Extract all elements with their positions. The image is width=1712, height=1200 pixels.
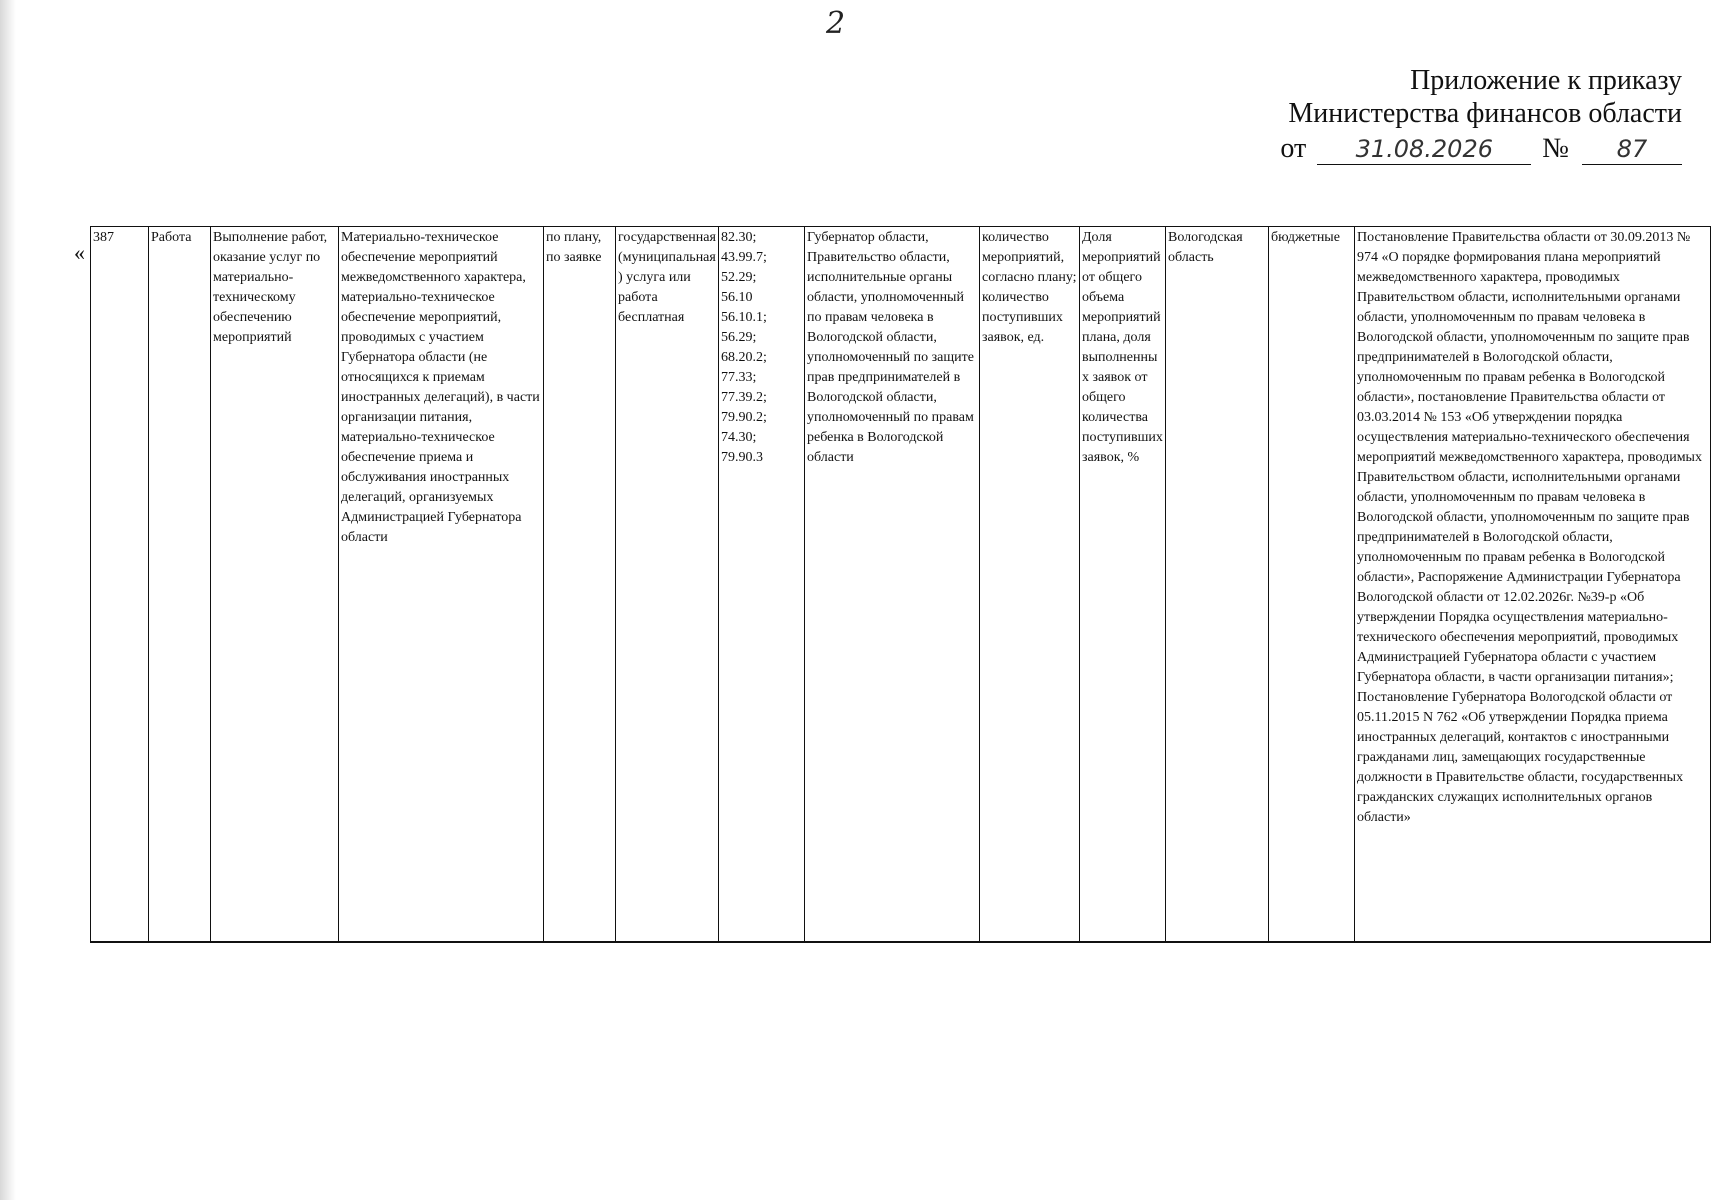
okved-code: 56.29; xyxy=(721,330,757,345)
row-number: 387 xyxy=(91,227,149,943)
row-quality-indicator: Доля мероприятий от общего объема мероприятий плана, доля выполненных заявок от общего количества поступивших заявок, % xyxy=(1080,227,1166,943)
scan-edge-shadow xyxy=(0,0,16,1200)
okved-code: 74.30; xyxy=(721,430,757,445)
order-date: 31.08.2026 xyxy=(1317,134,1531,165)
number-sign: № xyxy=(1542,133,1569,164)
ministry-name: Министерства финансов области xyxy=(1288,98,1682,129)
okved-code: 79.90.3 xyxy=(721,450,763,465)
page-number: 2 xyxy=(826,6,846,41)
okved-code: 56.10.1; xyxy=(721,310,767,325)
okved-code: 77.39.2; xyxy=(721,390,767,405)
okved-code: 77.33; xyxy=(721,370,757,385)
row-codes xyxy=(719,227,805,943)
row-territory: Вологодская область xyxy=(1166,227,1269,943)
okved-code: 79.90.2; xyxy=(721,410,767,425)
table-row xyxy=(91,227,1711,943)
appendix-header xyxy=(1280,64,1682,165)
from-label: от xyxy=(1280,133,1307,164)
okved-code: 56.10 xyxy=(721,290,753,305)
row-volume-indicator: количество мероприятий, согласно плану; количество поступивших заявок, ед. xyxy=(980,227,1080,943)
order-details xyxy=(1280,132,1682,165)
row-type: Работа xyxy=(149,227,211,943)
services-table xyxy=(90,226,1711,943)
okved-code: 82.30; xyxy=(721,230,757,245)
row-authorities: Губернатор области, Правительство области, исполнительные органы области, уполномоченный по правам человека в Вологодской области, уполномоченный по защите прав предпринимателей в Вологодской области, уполномоченный по правам ребенка в Вологодской области xyxy=(805,227,980,943)
okved-code: 68.20.2; xyxy=(721,350,767,365)
row-conditions: по плану, по заявке xyxy=(544,227,616,943)
row-name: Выполнение работ, оказание услуг по материально-техническому обеспечению мероприятий xyxy=(211,227,339,943)
okved-code: 52.29; xyxy=(721,270,757,285)
order-number: 87 xyxy=(1582,134,1682,165)
opening-quote: « xyxy=(74,240,85,265)
appendix-title: Приложение к приказу xyxy=(1410,65,1682,96)
row-status: государственная (муниципальная) услуга или работа бесплатная xyxy=(616,227,719,943)
okved-code: 43.99.7; xyxy=(721,250,767,265)
row-funding: бюджетные xyxy=(1269,227,1355,943)
row-content: Материально-техническое обеспечение мероприятий межведомственного характера, материально-техническое обеспечение мероприятий, проводимых с участием Губернатора области (не относящихся к приемам иностранных делегаций), в части организации питания, материально-техническое обеспечение приема и обслуживания иностранных делегаций, организуемых Администрацией Губернатора области xyxy=(339,227,544,943)
row-legal-basis: Постановление Правительства области от 30.09.2013 № 974 «О порядке формирования плана мероприятий межведомственного характера, проводимых Правительством области, исполнительными органами области, уполномоченным по правам человека в Вологодской области, уполномоченным по защите прав предпринимателей в Вологодской области, уполномоченным по правам ребенка в Вологодской области», постановление Правительства области от 03.03.2014 № 153 «Об утверждении порядка осуществления материально-технического обеспечения мероприятий межведомственного характера, проводимых Правительством области, исполнительными органами области, уполномоченным по правам человека в Вологодской области, уполномоченным по защите прав предпринимателей в Вологодской области, уполномоченным по правам ребенка в Вологодской области», Распоряжение Администрации Губернатора Вологодской области от 12.02.2026г. №39-р «Об утверждении Порядка осуществления материально-технического обеспечения мероприятий, проводимых Администрацией Губернатора области с участием Губернатора области, в части организации питания»; Постановление Губернатора Вологодской области от 05.11.2015 N 762 «Об утверждении Порядка приема иностранных делегаций, контактов с иностранными гражданами лиц, замещающих государственные должности в Правительстве области, государственных гражданских служащих исполнительных органов области» xyxy=(1355,227,1711,943)
